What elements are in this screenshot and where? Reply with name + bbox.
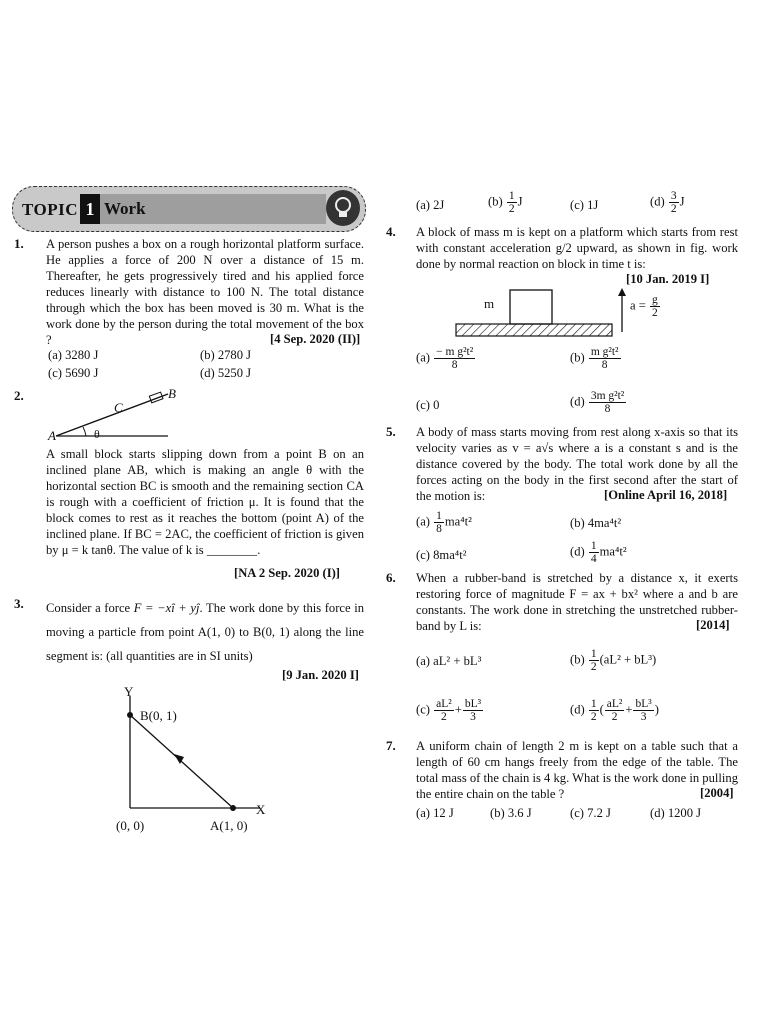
q5-option-a: (a) $\frac{1}{8}$ ma⁴t² <box>416 510 472 535</box>
q6-option-b: (b) $\frac{1}{2}$ (aL² + bL³) <box>570 648 657 673</box>
x-axis-label: X <box>256 802 266 817</box>
question-number: 2. <box>14 388 24 403</box>
point-a-coord: A(1, 0) <box>210 818 248 833</box>
question-4-text: A block of mass m is kept on a platform which starts from rest with constant acceleration g/2 upward, as shown in fig. work done by normal reaction on block in time t is: <box>416 225 738 271</box>
question-3-text <box>46 596 364 668</box>
question-3-text-start: Consider a force <box>46 601 131 615</box>
topic-number: 1 <box>80 194 100 224</box>
q1-option-a: (a) 3280 J <box>48 348 99 362</box>
question-7-text: A uniform chain of length 2 m is kept on a table such that a length of 60 cm hangs freely from the edge of the table. The total mass of the chain is 4 kg. What is the work done in pulling the entire chain on the table ? <box>416 739 738 801</box>
point-a-label: A <box>48 428 56 443</box>
q7-option-a: (a) 12 J <box>416 806 454 820</box>
question-5-text-start: A body of mass starts moving from rest along x-axis so that its velocity varies as <box>416 425 738 455</box>
q3-option-b: (b) $\frac{1}{2}$ J <box>488 190 523 215</box>
question-5-reference: [Online April 16, 2018] <box>604 488 728 502</box>
point-b-coord: B(0, 1) <box>140 708 177 723</box>
question-number: 6. <box>386 570 396 585</box>
topic-label: TOPIC <box>22 200 79 219</box>
question-3-text-end: . The work done by this force in moving a particle from point A(1, 0) to B(0, 1) along the line segment is: (all quantities are in SI units) <box>46 601 364 663</box>
q4-option-a: (a) $\frac{\text{− m g²t²}}{8}$ <box>416 346 474 371</box>
acceleration-label: a = $\frac{g}{2}$ <box>630 294 658 319</box>
q4-option-b: (b) $\frac{\text{m g²t²}}{8}$ <box>570 346 619 371</box>
q4-option-c: (c) 0 <box>416 398 440 412</box>
point-c-label: C <box>114 400 123 415</box>
question-1-text: A person pushes a box on a rough horizontal platform surface. He applies a force of 200 N over a distance of 15 m. Thereafter, he gets progressively tired and his applied force reduces linearly with distance to 100 N. The total distance through which the box has been moved is 30 m. What is the work done by the person during the total movement of the box ? <box>46 237 364 347</box>
question-6-reference: [2014] <box>696 618 730 632</box>
y-axis-label: Y <box>124 684 134 699</box>
question-3-reference: [9 Jan. 2020 I] <box>282 668 359 682</box>
q3-option-c: (c) 1J <box>570 198 599 212</box>
xy-axes-diagram <box>100 690 270 820</box>
force-vector: F = −xî + yĵ <box>133 601 200 615</box>
question-2-reference: [NA 2 Sep. 2020 (I)] <box>234 566 340 580</box>
origin-label: (0, 0) <box>116 818 145 833</box>
q6-option-c: (c) $\frac{\text{aL²}}{2}$ + $\frac{\text{bL³}}{3}$ <box>416 698 482 723</box>
q7-option-b: (b) 3.6 J <box>490 806 532 820</box>
question-1-reference: [4 Sep. 2020 (II)] <box>270 332 361 346</box>
inclined-plane-diagram <box>46 382 226 442</box>
q3-option-d: (d) $\frac{3}{2}$ J <box>650 190 685 215</box>
q5-option-c: (c) 8ma⁴t² <box>416 548 467 562</box>
question-number: 1. <box>14 236 24 251</box>
question-4-reference: [10 Jan. 2019 I] <box>626 272 710 286</box>
topic-title: Work <box>100 194 326 224</box>
angle-theta-label: θ <box>94 427 100 441</box>
velocity-formula: v = a√s <box>512 441 554 455</box>
lightbulb-icon <box>326 190 360 226</box>
question-5-text-end: where a is a constant s and is the distance covered by the body. The total work done by all the forces acting on the body in the first second after the start of the motion is: <box>416 441 738 503</box>
q1-option-c: (c) 5690 J <box>48 366 99 380</box>
q1-option-b: (b) 2780 J <box>200 348 252 362</box>
q1-option-d: (d) 5250 J <box>200 366 252 380</box>
question-7-reference: [2004] <box>700 786 734 800</box>
q5-option-b: (b) 4ma⁴t² <box>570 516 622 530</box>
q6-option-a: (a) aL² + bL³ <box>416 654 482 668</box>
mass-label: m <box>484 296 495 311</box>
question-number: 4. <box>386 224 396 239</box>
q5-option-d: (d) $\frac{1}{4}$ ma⁴t² <box>570 540 627 565</box>
question-number: 5. <box>386 424 396 439</box>
q7-option-d: (d) 1200 J <box>650 806 702 820</box>
question-6-text: When a rubber-band is stretched by a distance x, it exerts restoring force of magnitude F = ax + bx² where a and b are constants. The work done in stretching the unstretched rubber-band by L is: <box>416 571 738 633</box>
q7-option-c: (c) 7.2 J <box>570 806 611 820</box>
question-number: 3. <box>14 596 24 611</box>
question-2-text: A small block starts slipping down from a point B on an inclined plane AB, which is making an angle θ with the horizontal section BC is smooth and the remaining section CA is rough with a coefficient of friction μ. It is found that the block comes to rest as it reaches the bottom (point A) of the inclined plane. If BC = 2AC, the coefficient of friction is given by μ = k tanθ. The value of k is ________. <box>46 447 364 557</box>
question-number: 7. <box>386 738 396 753</box>
q3-option-a: (a) 2J <box>416 198 445 212</box>
q4-option-d: (d) $\frac{\text{3m g²t²}}{8}$ <box>570 390 625 415</box>
q6-option-d: (d) $\frac{1}{2}$ ( $\frac{\text{aL²}}{2}$ + $\frac{\text{bL³}}{3}$ ) <box>570 698 659 723</box>
point-b-label: B <box>168 386 176 401</box>
